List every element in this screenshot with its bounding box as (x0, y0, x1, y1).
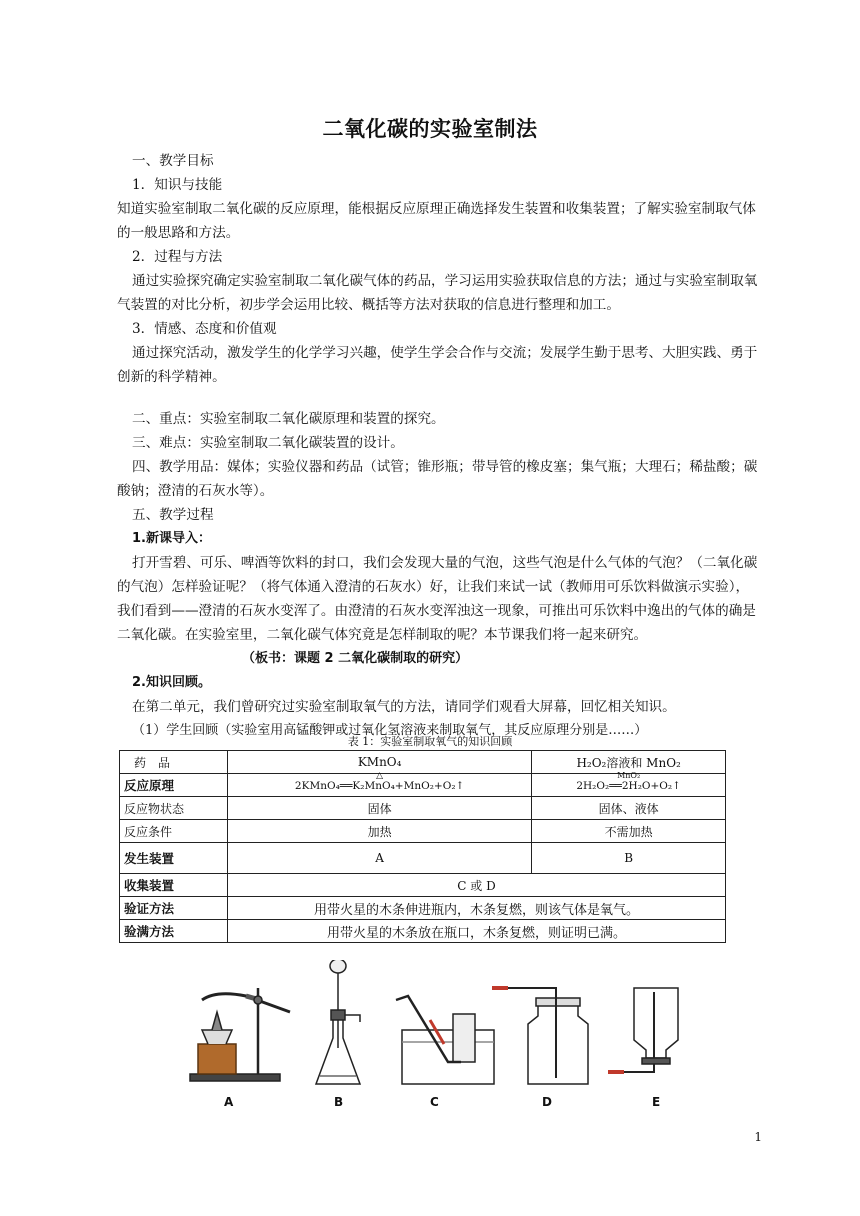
apparatus-d-image (492, 988, 588, 1084)
apparatus-label-a: A (224, 1095, 234, 1109)
apparatus-label-c: C (430, 1095, 439, 1109)
subheading-attitude: 3．情感、态度和价值观 (132, 321, 277, 337)
table-cell: KMnO₄ (228, 751, 532, 774)
table-cell: 加热 (228, 820, 532, 843)
paragraph-process: 通过实验探究确定实验室制取二氧化碳气体的药品，学习运用实验获取信息的方法；通过与实验室制取氧气装置的对比分析，初步学会运用比较、概括等方法对获取的信息进行整理和加工。 (117, 273, 758, 313)
subheading-knowledge: 1．知识与技能 (132, 177, 223, 193)
table-cell: 反应原理 (120, 774, 228, 797)
reaction-cell-h2o2 (532, 771, 726, 797)
document-title: 二氧化碳的实验室制法 (322, 117, 538, 141)
apparatus-label-b: B (334, 1095, 344, 1109)
table-cell: 固体 (228, 797, 532, 820)
paragraph-review: 在第二单元，我们曾研究过实验室制取氧气的方法，请同学们观看大屏幕，回忆相关知识。 (132, 699, 676, 715)
subheading-process: 2．过程与方法 (132, 249, 223, 265)
table-row (120, 897, 726, 920)
blackboard-note: （板书：课题 2 二氧化碳制取的研究） (242, 651, 469, 666)
subheading-intro: 1.新课导入： (132, 531, 211, 546)
apparatus-a-image (190, 988, 290, 1081)
catalyst-condition: MnO₂ (617, 771, 641, 780)
paragraph-knowledge: 知道实验室制取二氧化碳的反应原理，能根据反应原理正确选择发生装置和收集装置；了解实验室制取气体的一般思路和方法。 (117, 201, 756, 241)
apparatus-c-image (396, 996, 494, 1084)
oxygen-review-table (119, 750, 726, 943)
table-cell: 验满方法 (120, 920, 228, 943)
apparatus-e-image (608, 988, 678, 1072)
table-cell: 反应物状态 (120, 797, 228, 820)
apparatus-label-e: E (652, 1095, 661, 1109)
section-key-points: 二、重点：实验室制取二氧化碳原理和装置的探究。 (132, 411, 445, 427)
heat-condition-symbol: △ (376, 771, 384, 781)
table-cell: 收集装置 (120, 874, 228, 897)
reaction-cell-kmno4 (228, 771, 532, 797)
apparatus-diagram (176, 960, 682, 1112)
paragraph-intro: 打开雪碧、可乐、啤酒等饮料的封口，我们会发现大量的气泡，这些气泡是什么气体的气泡？（二氧化碳的气泡）怎样验证呢？（将气体通入澄清的石灰水）好，让我们来试一试（教师用可乐饮料做演示实验），我们看到——澄清的石灰水变浑了。由澄清的石灰水变浑浊这一现象，可推出可乐饮料中逸出的气体的确是二氧化碳。在实验室里，二氧化碳气体究竟是怎样制取的呢？本节课我们将一起来研究。 (117, 555, 758, 643)
subheading-review: 2.知识回顾。 (132, 675, 211, 690)
table-cell: C 或 D (228, 874, 726, 897)
table-row (120, 820, 726, 843)
section-materials: 四、教学用品：媒体；实验仪器和药品（试管；锥形瓶；带导管的橡皮塞；集气瓶；大理石；稀盐酸；碳酸钠；澄清的石灰水等）。 (117, 459, 758, 499)
section-difficulties: 三、难点：实验室制取二氧化碳装置的设计。 (132, 435, 404, 451)
section-process: 五、教学过程 (132, 507, 214, 523)
page-number: 1 (754, 1130, 762, 1144)
table-cell: B (532, 843, 726, 874)
table-cell: 反应条件 (120, 820, 228, 843)
table-cell: 验证方法 (120, 897, 228, 920)
table-row (120, 774, 726, 797)
table-row (120, 797, 726, 820)
paragraph-attitude: 通过探究活动，激发学生的化学学习兴趣，使学生学会合作与交流；发展学生勤于思考、大胆实践、勇于创新的科学精神。 (117, 345, 758, 385)
table-caption: 表 1：实验室制取氧气的知识回顾 (347, 735, 513, 748)
table-cell: 固体、液体 (532, 797, 726, 820)
paragraph-student-review: （1）学生回顾（实验室用高锰酸钾或过氧化氢溶液来制取氧气，其反应原理分别是……） (132, 723, 648, 738)
table-row (120, 920, 726, 943)
apparatus-label-d: D (542, 1095, 552, 1109)
table-cell: A (228, 843, 532, 874)
table-cell: 用带火星的木条放在瓶口，木条复燃，则证明已满。 (228, 920, 726, 943)
table-row (120, 874, 726, 897)
table-row (120, 843, 726, 874)
reaction-equation: 2H₂O₂══2H₂O+O₂↑ (576, 780, 681, 792)
apparatus-b-image (316, 960, 360, 1084)
table-cell: H₂O₂溶液和 MnO₂ (532, 751, 726, 774)
table-cell: 药 品 (120, 751, 228, 774)
section-heading-objectives: 一、教学目标 (132, 153, 214, 169)
reaction-equation: 2KMnO₄══K₂MnO₄+MnO₂+O₂↑ (294, 780, 465, 792)
table-cell: 发生装置 (120, 843, 228, 874)
table-cell: 不需加热 (532, 820, 726, 843)
apparatus-labels (224, 1095, 660, 1109)
table-cell: 用带火星的木条伸进瓶内，木条复燃，则该气体是氧气。 (228, 897, 726, 920)
